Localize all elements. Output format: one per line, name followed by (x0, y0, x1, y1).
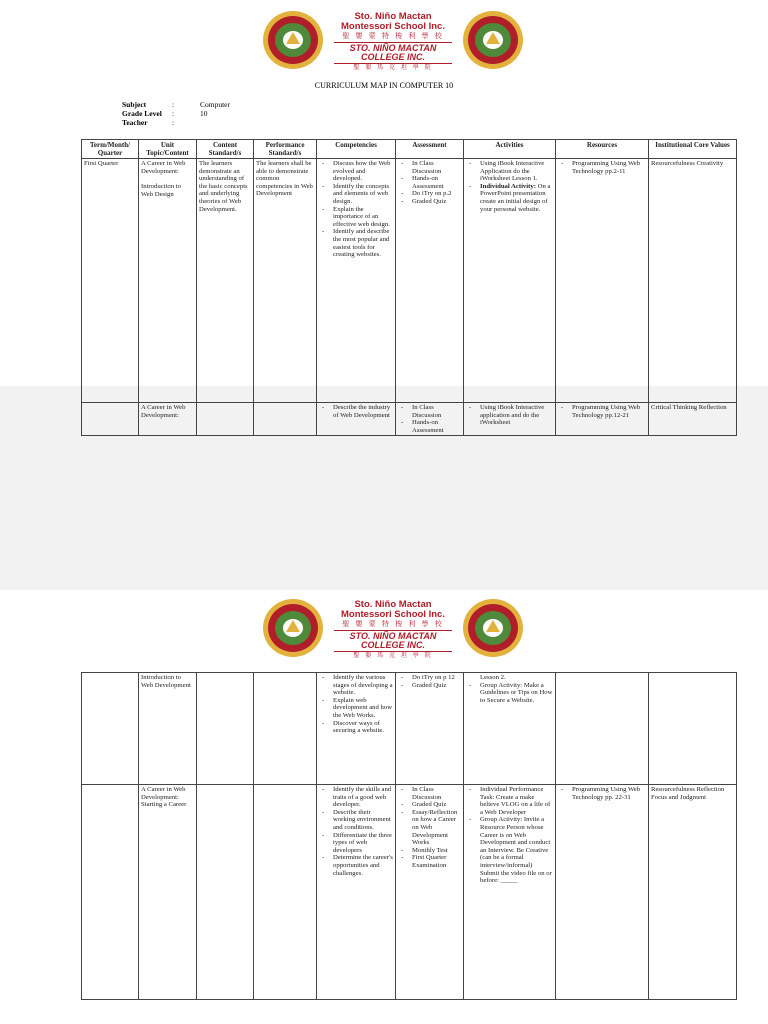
activities-cell (464, 403, 556, 436)
meta-subject (122, 100, 230, 109)
activity-item-text: On a PowerPoint presentation create an initial design of your personal website. (480, 182, 551, 213)
activity-item-bold: Individual Activity: (480, 182, 536, 190)
assessment-cell (396, 403, 464, 436)
meta-label: Grade Level (122, 109, 162, 118)
column-header: Institutional Core Values (649, 140, 737, 159)
school-header (262, 4, 524, 74)
competency-item: - Differentiate the three types of web developers (319, 832, 393, 855)
document-title: CURRICULUM MAP IN COMPUTER 10 (314, 81, 454, 90)
college-name: STO. NIÑO MACTAN COLLEGE INC. (334, 42, 452, 64)
assessment-item: - Do iTry on p 12 (398, 674, 461, 682)
assessment-item: - Monthly Test (398, 847, 461, 855)
school-header (262, 592, 524, 662)
activities-cell (464, 785, 556, 1000)
meta-colon: : (172, 118, 175, 127)
curriculum-table-page1 (81, 139, 737, 436)
competencies-cell (317, 403, 396, 436)
meta-colon: : (172, 100, 175, 109)
column-header: Content Standard/s (197, 140, 254, 159)
school-name-banner (312, 12, 474, 70)
assessment-item: - In Class Discussion (398, 404, 461, 419)
page-2 (0, 590, 768, 1024)
assessment-item: - First Quarter Examination (398, 854, 461, 869)
assessment-item: - In Class Discussion (398, 786, 461, 801)
competency-item: - Identify and describe the most popular and easiest tools for creating websites. (319, 228, 393, 258)
competency-item: - Describe the industry of Web Development (319, 404, 393, 419)
activity-item: - Using iBook Interactive application and do the iWorksheet (466, 404, 553, 427)
unit-cell (139, 159, 197, 403)
core-values-cell (649, 673, 737, 785)
meta-label: Teacher (122, 118, 148, 127)
activities-cell (464, 159, 556, 403)
resource-item: - Programming Using Web Technology pp. 22-31 (558, 786, 646, 801)
table-row (82, 403, 737, 436)
assessment-item: - Graded Quiz (398, 801, 461, 809)
performance-standard-cell (254, 785, 317, 1000)
content-standard-cell: The learners demonstrate an understanding of the basic concepts and underlying theories of Web Development. (197, 159, 254, 403)
unit-cell: A Career in Web Development: (139, 403, 197, 436)
meta-colon: : (172, 109, 175, 118)
college-chinese-name: 聖 嬰 馬 克 坦 學 院 (353, 64, 433, 71)
college-seal-right-icon (462, 598, 524, 658)
core-values-cell: Resourcefulness Creativity (649, 159, 737, 403)
table-row (82, 673, 737, 785)
resources-cell (556, 785, 649, 1000)
assessment-item: - Hands-on Assessment (398, 419, 461, 434)
content-standard-cell (197, 785, 254, 1000)
competencies-cell (317, 673, 396, 785)
core-values-cell: Critical Thinking Reflection (649, 403, 737, 436)
school-name-banner (312, 600, 474, 658)
performance-standard-cell (254, 403, 317, 436)
school-name-line2: Montessori School Inc. (341, 609, 445, 620)
college-chinese-name: 聖 嬰 馬 克 坦 學 院 (353, 652, 433, 659)
content-standard-cell (197, 403, 254, 436)
resource-item: - Programming Using Web Technology pp.12-21 (558, 404, 646, 419)
activity-item: - Individual Performance Task: Create a make believe VLOG on a life of a Web Developer (466, 786, 553, 816)
college-name: STO. NIÑO MACTAN COLLEGE INC. (334, 630, 452, 652)
activity-item (466, 183, 553, 213)
resources-cell (556, 673, 649, 785)
competency-item: - Describe their working environment and conditions. (319, 809, 393, 832)
competency-item: - Discuss how the Web evolved and developed. (319, 160, 393, 183)
competency-item: - Identify the concepts and elements of web design. (319, 183, 393, 206)
column-header: Unit Topic/Content (139, 140, 197, 159)
table-row (82, 159, 737, 403)
school-chinese-name: 聖 嬰 蒙 特 梭 利 學 校 (342, 32, 444, 40)
school-name-line1: Sto. Niño Mactan (354, 11, 432, 22)
unit-cell: Introduction to Web Development (139, 673, 197, 785)
competency-item: - Discover ways of securing a website. (319, 720, 393, 735)
resources-cell (556, 159, 649, 403)
activity-item: - Using iBook Interactive Application do the iWorksheet Lesson 1. (466, 160, 553, 183)
term-cell (82, 673, 139, 785)
document-meta (122, 100, 230, 127)
activity-item: - Group Activity: Invite a Resource Person whose Career is on Web Development and conduct an Interview. Be Creative (can be a formal interview/informal) Submit the video file on or before: _____ (466, 816, 553, 884)
assessment-item: - In Class Discussion (398, 160, 461, 175)
school-chinese-name: 聖 嬰 蒙 特 梭 利 學 校 (342, 620, 444, 628)
column-header: Assessment (396, 140, 464, 159)
assessment-item: - Graded Quiz (398, 198, 461, 206)
activities-cell (464, 673, 556, 785)
column-header: Activities (464, 140, 556, 159)
meta-grade-level (122, 109, 230, 118)
school-name-line2: Montessori School Inc. (341, 21, 445, 32)
assessment-cell (396, 159, 464, 403)
activity-item: - Group Activity: Make a Guidelines or Tips on How to Secure a Website. (466, 682, 553, 705)
page-1 (0, 0, 768, 434)
meta-value: Computer (200, 100, 230, 109)
assessment-item: - Graded Quiz (398, 682, 461, 690)
column-header: Performance Standard/s (254, 140, 317, 159)
resources-cell (556, 403, 649, 436)
table-row (82, 785, 737, 1000)
assessment-item: - Do iTry on p.2 (398, 190, 461, 198)
column-header: Term/Month/ Quarter (82, 140, 139, 159)
unit-subtitle: Introduction to Web Design (141, 183, 181, 198)
resource-item: - Programming Using Web Technology pp.2-11 (558, 160, 646, 175)
performance-standard-cell (254, 673, 317, 785)
meta-value: 10 (200, 109, 208, 118)
unit-cell: A Career in Web Development: Starting a Career (139, 785, 197, 1000)
competency-item: - Determine the career's opportunities and challenges. (319, 854, 393, 877)
assessment-cell (396, 673, 464, 785)
competency-item: - Identify the skills and traits of a good web developer. (319, 786, 393, 809)
content-standard-cell (197, 673, 254, 785)
school-name-line1: Sto. Niño Mactan (354, 599, 432, 610)
column-header: Resources (556, 140, 649, 159)
assessment-item: - Hands-on Assessment (398, 175, 461, 190)
column-header: Competencies (317, 140, 396, 159)
performance-standard-cell: The learners shall be able to demonstrate common competencies in Web Development (254, 159, 317, 403)
table-header-row (82, 140, 737, 159)
competency-item: - Identify the various stages of developing a website. (319, 674, 393, 697)
assessment-item: - Essay/Reflection on how a Career on Web Development Works (398, 809, 461, 847)
competencies-cell (317, 159, 396, 403)
competency-item: - Explain the importance of an effective web design. (319, 206, 393, 229)
meta-label: Subject (122, 100, 147, 109)
meta-teacher (122, 118, 230, 127)
college-seal-right-icon (462, 10, 524, 70)
curriculum-table-page2 (81, 672, 737, 1000)
competency-item: - Explain web development and how the Web Works. (319, 697, 393, 720)
unit-title: A Career in Web Development: (141, 160, 186, 175)
assessment-cell (396, 785, 464, 1000)
activity-lead: Lesson 2. (480, 674, 506, 681)
term-cell (82, 785, 139, 1000)
core-values-cell: Resourcefulness Reflection Focus and Judgment (649, 785, 737, 1000)
term-cell: First Quarter (82, 159, 139, 403)
term-cell (82, 403, 139, 436)
competencies-cell (317, 785, 396, 1000)
